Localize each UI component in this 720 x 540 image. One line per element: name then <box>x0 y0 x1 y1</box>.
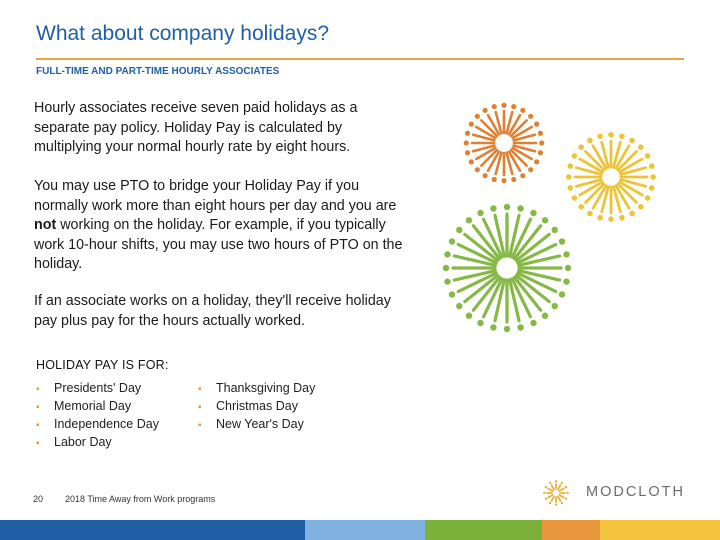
bullet-icon: ▪ <box>198 420 202 431</box>
title-divider <box>36 58 684 60</box>
list-item <box>36 416 159 434</box>
page-number: 20 <box>33 494 44 504</box>
sunburst-logo-icon <box>540 477 576 509</box>
logo-wordmark: MODCLOTH <box>586 484 685 500</box>
bar-segment-orange <box>542 520 600 540</box>
bar-segment-green <box>425 520 542 540</box>
holiday-label: Thanksgiving Day <box>216 381 316 395</box>
footer-text: 2018 Time Away from Work programs <box>65 494 216 504</box>
list-item <box>198 416 315 434</box>
decorative-bursts <box>430 90 670 340</box>
bullet-icon: ▪ <box>36 384 40 395</box>
list-item <box>36 398 159 416</box>
green-burst-icon <box>443 204 571 332</box>
modcloth-logo <box>540 477 690 509</box>
paragraph-working-holiday: If an associate works on a holiday, they'll receive holiday pay plus pay for the hours actually worked. <box>34 293 391 329</box>
paragraph-pto-text-1: You may use PTO to bridge your Holiday Pay if you normally work more than eight hours per day and you are <box>34 178 397 214</box>
bar-segment-light-blue-2 <box>400 520 425 540</box>
bullet-icon: ▪ <box>198 402 202 413</box>
bar-segment-yellow <box>600 520 720 540</box>
bullet-icon: ▪ <box>36 420 40 431</box>
holiday-label: Labor Day <box>54 435 112 449</box>
holiday-list-left <box>36 380 159 452</box>
holiday-label: Christmas Day <box>216 399 298 413</box>
list-item <box>198 398 315 416</box>
page-title: What about company holidays? <box>36 22 330 45</box>
bullet-icon: ▪ <box>36 402 40 413</box>
page-subtitle: FULL-TIME AND PART-TIME HOURLY ASSOCIATES <box>36 66 280 77</box>
holiday-list-right <box>198 380 315 434</box>
holiday-label: New Year's Day <box>216 417 304 431</box>
bullet-icon: ▪ <box>36 438 40 449</box>
holiday-label: Presidents' Day <box>54 381 142 395</box>
holiday-list-heading: HOLIDAY PAY IS FOR: <box>36 358 169 372</box>
list-item <box>36 434 159 452</box>
holiday-label: Independence Day <box>54 417 159 431</box>
paragraph-pto-bold: not <box>34 217 57 233</box>
bar-segment-blue <box>0 520 305 540</box>
paragraph-pto-bridge <box>34 177 409 275</box>
paragraph-pto-text-2: working on the holiday. For example, if you typically work 10-hour shifts, you may use two hours of PTO on the holiday. <box>34 217 403 272</box>
bar-segment-light-blue <box>305 520 400 540</box>
orange-burst-icon <box>464 103 545 184</box>
list-item <box>36 380 159 398</box>
bullet-icon: ▪ <box>198 384 202 395</box>
holiday-label: Memorial Day <box>54 399 132 413</box>
list-item <box>198 380 315 398</box>
paragraph-holiday-pay: Hourly associates receive seven paid holidays as a separate pay policy. Holiday Pay is calculated by multiplying your normal hourly rate by eight hours. <box>34 100 358 155</box>
color-footer-bar <box>0 520 720 540</box>
yellow-burst-icon <box>566 132 656 222</box>
